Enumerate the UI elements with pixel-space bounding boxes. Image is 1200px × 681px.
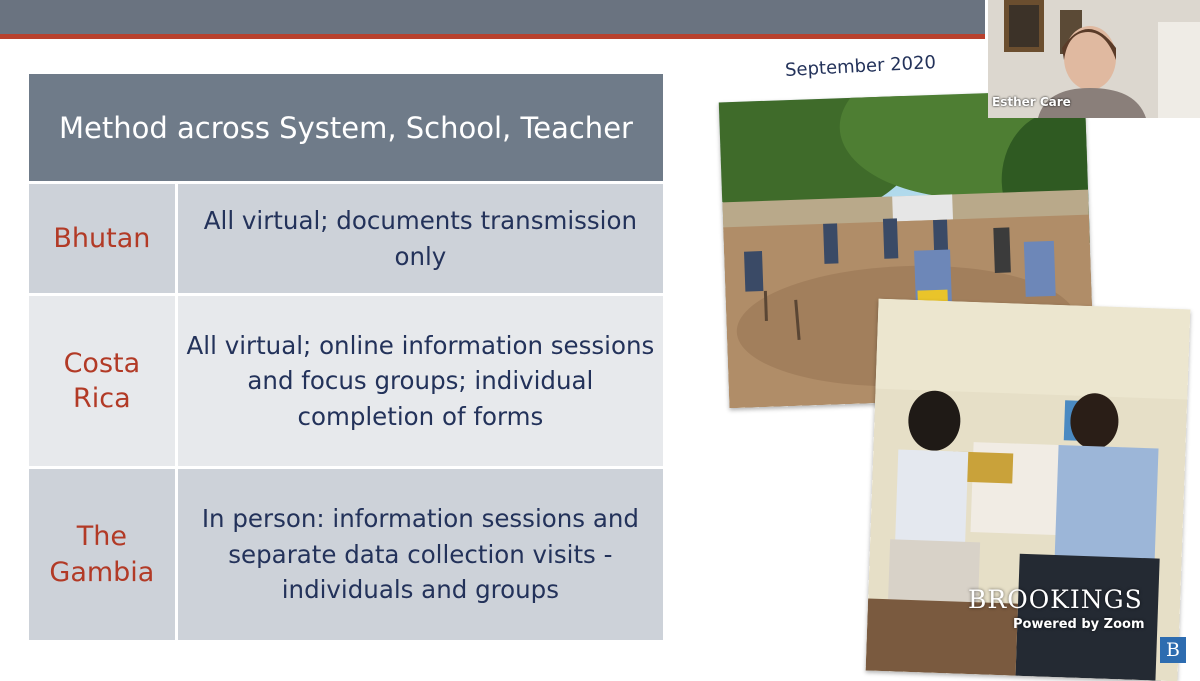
- table-row: [29, 184, 663, 293]
- slide-accent-line: [0, 34, 985, 39]
- table-row: [29, 296, 663, 466]
- slide-top-band: [0, 0, 985, 34]
- brookings-logo-text: BROOKINGS: [968, 585, 1143, 614]
- date-label: September 2020: [784, 52, 937, 81]
- powered-by-label: Powered by Zoom: [1013, 617, 1145, 632]
- speaker-name-label: Esther Care: [992, 95, 1071, 109]
- method-cell: All virtual; documents transmission only: [178, 184, 663, 293]
- table-header: Method across System, School, Teacher: [29, 74, 663, 181]
- method-cell: In person: information sessions and separate data collection visits - individuals and groups: [178, 469, 663, 640]
- country-cell: Costa Rica: [29, 296, 175, 466]
- country-cell: The Gambia: [29, 469, 175, 640]
- country-cell: Bhutan: [29, 184, 175, 293]
- table-row: [29, 469, 663, 640]
- brookings-b-logo-icon: B: [1160, 637, 1186, 663]
- method-cell: All virtual; online information sessions and focus groups; individual completion of forms: [178, 296, 663, 466]
